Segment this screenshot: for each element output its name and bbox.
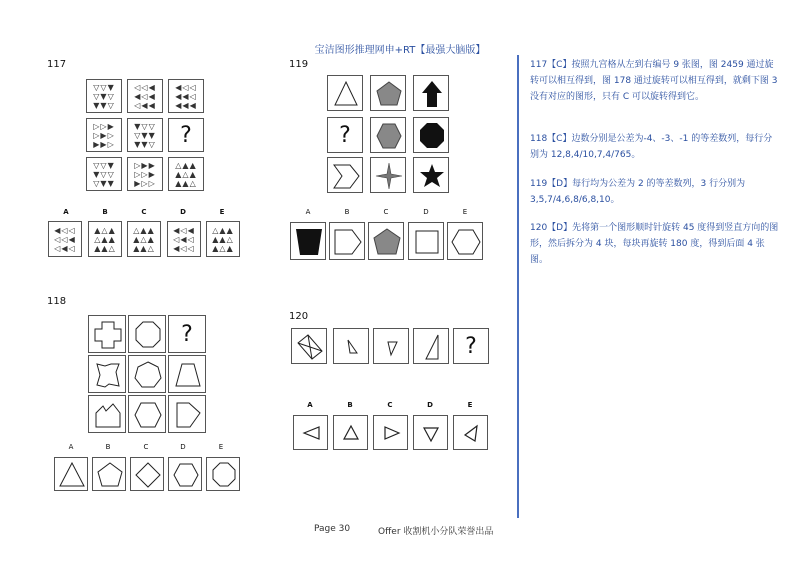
q120-option-e[interactable] bbox=[453, 415, 488, 450]
q119-option-d[interactable] bbox=[408, 222, 444, 260]
q119-option-b[interactable] bbox=[329, 222, 365, 260]
q117-cell-3: ◀◁◁ ◀◀◁ ◀◀◀ bbox=[168, 79, 204, 113]
triangle-tilted-shape bbox=[454, 416, 489, 451]
q120-option-b[interactable] bbox=[333, 415, 368, 450]
q117-cell-7: ▽▽▼ ▼▽▽ ▽▼▼ bbox=[86, 157, 122, 191]
q117-cell-6 bbox=[168, 118, 204, 152]
triangle-shape bbox=[55, 458, 89, 492]
question-mark: ? bbox=[181, 321, 193, 347]
question-mark: ? bbox=[465, 333, 477, 359]
q118-cell-5 bbox=[128, 355, 166, 393]
small-triangle-shape bbox=[374, 329, 410, 365]
question-mark: ? bbox=[339, 122, 351, 148]
q120-label-c: C bbox=[387, 401, 393, 409]
page-header: 宝洁图形推理网申+RT【最强大脑版】 bbox=[314, 45, 486, 56]
pentagon-shape bbox=[369, 223, 405, 261]
square-shape bbox=[409, 223, 445, 261]
q118-cell-2 bbox=[128, 315, 166, 353]
house-shape bbox=[89, 396, 127, 434]
hexagon-shape bbox=[129, 396, 167, 434]
heptagon-shape bbox=[129, 356, 167, 394]
q117-option-b[interactable]: ▲△▲ △▲▲ ▲▲△ bbox=[88, 221, 122, 257]
q120-cell-3 bbox=[373, 328, 409, 364]
q119-label-c: C bbox=[383, 208, 389, 216]
q117-cell-8: ▷▶▶ ▷▷▶ ▶▷▷ bbox=[127, 157, 163, 191]
q119-cell-9 bbox=[413, 157, 449, 193]
q120-cell-2 bbox=[333, 328, 369, 364]
hexagon-shape bbox=[169, 458, 203, 492]
question-mark: ? bbox=[180, 122, 192, 148]
q119-cell-1 bbox=[327, 75, 363, 111]
q119-cell-6 bbox=[413, 117, 449, 153]
q118-cell-4 bbox=[88, 355, 126, 393]
q118-label-a: A bbox=[68, 443, 74, 451]
chevron-shape bbox=[328, 158, 364, 194]
footer-credit: Offer 收割机小分队荣誉出品 bbox=[378, 527, 494, 537]
q118-option-b[interactable] bbox=[92, 457, 126, 491]
q118-cell-1 bbox=[88, 315, 126, 353]
q120-label-d: D bbox=[427, 401, 433, 409]
q118-cell-7 bbox=[88, 395, 126, 433]
q118-cell-8 bbox=[128, 395, 166, 433]
hexagon-shape bbox=[448, 223, 484, 261]
q119-cell-8 bbox=[370, 157, 406, 193]
pentagon-shape bbox=[371, 76, 407, 112]
q119-option-a[interactable] bbox=[290, 222, 326, 260]
four-point-star-shape bbox=[371, 158, 407, 194]
q120-option-d[interactable] bbox=[413, 415, 448, 450]
trapezoid-shape bbox=[291, 223, 327, 261]
answer-119: 119【D】每行均为公差为 2 的等差数列，3 行分别为 3,5,7/4,6,8/6,8,10。 bbox=[530, 179, 746, 205]
q117-label-e: E bbox=[219, 208, 225, 216]
triangle-right-shape bbox=[374, 416, 409, 451]
q120-label-b: B bbox=[347, 401, 353, 409]
answer-120: 120【D】先将第一个图形顺时针旋转 45 度得到竖直方向的图形，然后拆分为 4 块，每块再旋转 180 度，得到后面 4 张图。 bbox=[530, 223, 779, 265]
q117-cell-9: △▲▲ ▲△▲ ▲▲△ bbox=[168, 157, 204, 191]
answer-117: 117【C】按照九宫格从左到右编号 9 张图，图 2459 通过旋转可以相互得到，图 178 通过旋转可以相互得到，就剩下图 3 没有对应的图形，只有 C 可以旋转得到它。 bbox=[530, 60, 778, 102]
q119-option-e[interactable] bbox=[447, 222, 483, 260]
q119-label-a: A bbox=[305, 208, 311, 216]
q118-cell-3 bbox=[168, 315, 206, 353]
column-divider bbox=[517, 55, 519, 518]
cross-shape bbox=[89, 316, 127, 354]
page-number: Page 30 bbox=[314, 524, 351, 534]
q117-cell-1: ▽▽▼ ▽▼▽ ▼▼▽ bbox=[86, 79, 122, 113]
q117-option-c[interactable]: △▲▲ ▲△▲ ▲▲△ bbox=[127, 221, 161, 257]
triangle-down-shape bbox=[414, 416, 449, 451]
q119-cell-7 bbox=[327, 157, 363, 193]
diamond-shape bbox=[131, 458, 165, 492]
q118-label-b: B bbox=[105, 443, 111, 451]
q120-label-a: A bbox=[307, 401, 313, 409]
triangle-up-shape bbox=[334, 416, 369, 451]
q117-option-a[interactable]: ◀◁◁ ◁◁◀ ◁◀◁ bbox=[48, 221, 82, 257]
q119-cell-3 bbox=[413, 75, 449, 111]
q117-label-b: B bbox=[102, 208, 108, 216]
q117-label-a: A bbox=[63, 208, 69, 216]
q119-option-c[interactable] bbox=[368, 222, 404, 260]
q117-option-e[interactable]: △▲▲ ▲▲△ ▲△▲ bbox=[206, 221, 240, 257]
irregular-decagon-shape bbox=[89, 356, 127, 394]
q117-option-d[interactable]: ◀◁◀ ◁◀◁ ◀◁◁ bbox=[167, 221, 201, 257]
q117-label-c: C bbox=[141, 208, 147, 216]
q120-option-c[interactable] bbox=[373, 415, 408, 450]
trapezoid-shape bbox=[169, 356, 207, 394]
pentagon-shape bbox=[93, 458, 127, 492]
q118-label-d: D bbox=[180, 443, 186, 451]
q120-option-a[interactable] bbox=[293, 415, 328, 450]
q120-cell-4 bbox=[413, 328, 449, 364]
q118-option-d[interactable] bbox=[168, 457, 202, 491]
pentagon-arrow-shape bbox=[169, 396, 207, 434]
q119-label-d: D bbox=[423, 208, 429, 216]
q119-cell-5 bbox=[370, 117, 406, 153]
answer-118: 118【C】边数分别是公差为-4、-3、-1 的等差数列，每行分别为 12,8,4/10,7,4/765。 bbox=[530, 134, 773, 160]
q119-label-e: E bbox=[462, 208, 468, 216]
q120-cell-5 bbox=[453, 328, 489, 364]
q118-label-c: C bbox=[143, 443, 149, 451]
q117-label-d: D bbox=[180, 208, 186, 216]
triangle-left-shape bbox=[294, 416, 329, 451]
q118-option-e[interactable] bbox=[206, 457, 240, 491]
q117-number: 117 bbox=[47, 59, 67, 70]
q119-cell-4 bbox=[327, 117, 363, 153]
q118-option-a[interactable] bbox=[54, 457, 88, 491]
q119-label-b: B bbox=[344, 208, 350, 216]
arrow-shape bbox=[414, 76, 450, 112]
q117-cell-5: ▼▽▽ ▽▼▼ ▼▼▽ bbox=[127, 118, 163, 152]
q117-cell-2: ◁◁◀ ◀◁◀ ◁◀◀ bbox=[127, 79, 163, 113]
small-triangle-shape bbox=[334, 329, 370, 365]
q118-cell-9 bbox=[168, 395, 206, 433]
rotated-rectangle-shape bbox=[292, 329, 328, 365]
q118-cell-6 bbox=[168, 355, 206, 393]
q118-number: 118 bbox=[47, 296, 67, 307]
octagon-shape bbox=[207, 458, 241, 492]
tall-triangle-shape bbox=[414, 329, 450, 365]
pentagon-arrow-shape bbox=[330, 223, 366, 261]
octagon-shape bbox=[414, 118, 450, 154]
hexagon-shape bbox=[371, 118, 407, 154]
triangle-shape bbox=[328, 76, 364, 112]
q120-label-e: E bbox=[467, 401, 473, 409]
q118-label-e: E bbox=[218, 443, 224, 451]
q117-cell-4: ▷▷▶ ▷▶▷ ▶▶▷ bbox=[86, 118, 122, 152]
q120-cell-1 bbox=[291, 328, 327, 364]
q119-cell-2 bbox=[370, 75, 406, 111]
star-shape bbox=[414, 158, 450, 194]
q118-option-c[interactable] bbox=[130, 457, 164, 491]
q117-grid bbox=[80, 76, 210, 198]
q119-number: 119 bbox=[289, 59, 309, 70]
q120-number: 120 bbox=[289, 311, 309, 322]
octagon-shape bbox=[129, 316, 167, 354]
